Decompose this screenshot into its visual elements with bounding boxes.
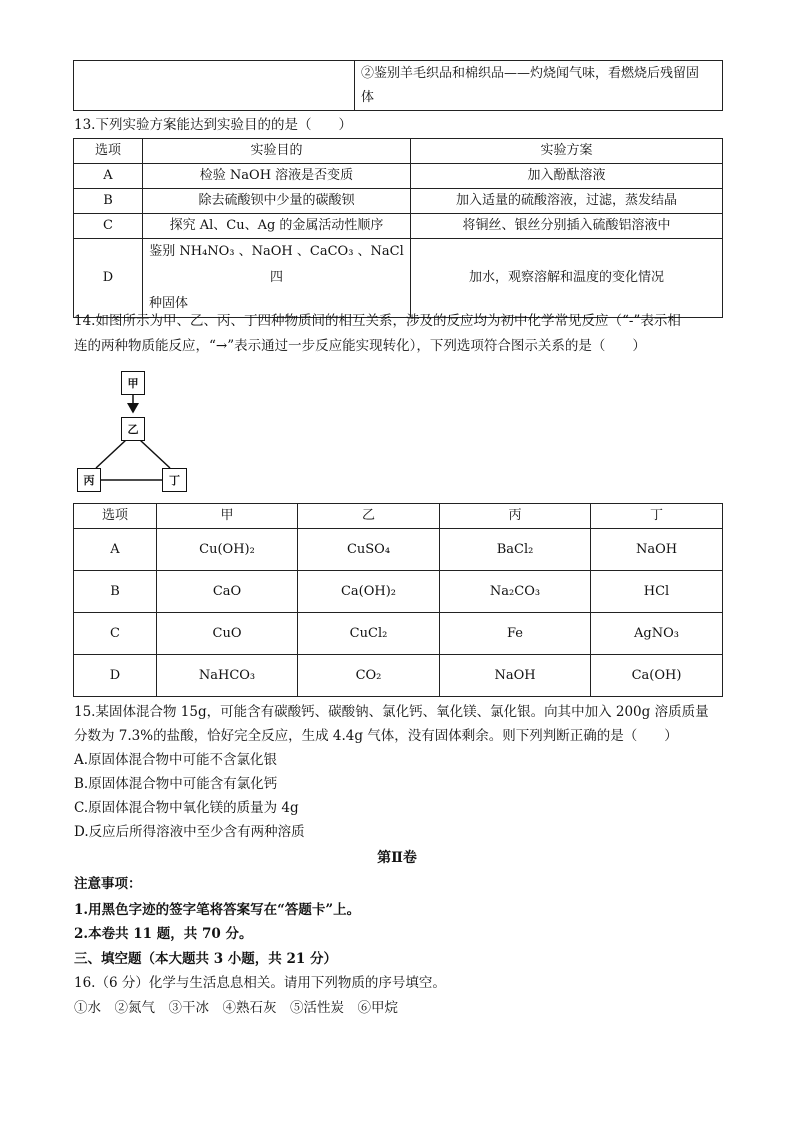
q14-row-a-yi: CuSO₄ xyxy=(298,529,440,571)
q13-header-goal: 实验目的 xyxy=(143,139,411,164)
q16-stem: 16.（6 分）化学与生活息息相关。请用下列物质的序号填空。 xyxy=(74,975,446,991)
q13-row-a-option: A xyxy=(74,164,143,189)
q14-header-bing: 丙 xyxy=(440,504,591,529)
top-table-line1: ②鉴别羊毛织品和棉织品——灼烧闻气味，看燃烧后残留固 xyxy=(361,65,700,81)
link-yi-ding xyxy=(140,440,170,468)
q13-stem: 13.下列实验方案能达到实验目的的是（ ） xyxy=(74,117,352,133)
q14-row-c-ding: AgNO₃ xyxy=(591,613,723,655)
section-3-title: 三、填空题（本大题共 3 小题，共 21 分） xyxy=(74,951,337,967)
q14-header-option: 选项 xyxy=(74,504,157,529)
q15-stem-line1: 15.某固体混合物 15g，可能含有碳酸钙、碳酸钠、氯化钙、氧化镁、氯化银。向其中加入 200g 溶质质量 xyxy=(74,704,709,720)
q14-row-c-bing: Fe xyxy=(440,613,591,655)
q15-stem-line2: 分数为 7.3%的盐酸，恰好完全反应，生成 4.4g 气体，没有固体剩余。则下列判断正确的是（ ） xyxy=(74,728,678,744)
q14-row-c-option: C xyxy=(74,613,157,655)
node-jia: 甲 xyxy=(121,371,145,395)
q14-header-jia: 甲 xyxy=(157,504,298,529)
q13-row-d-goal xyxy=(143,239,411,318)
q14-row-d-bing: NaOH xyxy=(440,655,591,697)
node-yi: 乙 xyxy=(121,417,145,441)
q14-row-a-bing: BaCl₂ xyxy=(440,529,591,571)
notice-title: 注意事项： xyxy=(74,876,142,892)
q14-row-b-jia: CaO xyxy=(157,571,298,613)
q14-header-ding: 丁 xyxy=(591,504,723,529)
q14-row-b-yi: Ca(OH)₂ xyxy=(298,571,440,613)
q13-row-b-option: B xyxy=(74,189,143,214)
q14-row-d-jia: NaHCO₃ xyxy=(157,655,298,697)
q15-option-d: D.反应后所得溶液中至少含有两种溶质 xyxy=(74,824,305,840)
q15-option-b: B.原固体混合物中可能含有氯化钙 xyxy=(74,776,278,792)
q13-header-plan: 实验方案 xyxy=(411,139,723,164)
q13-header-option: 选项 xyxy=(74,139,143,164)
q13-row-c-plan: 将铜丝、银丝分别插入硫酸铝溶液中 xyxy=(411,214,723,239)
q15-option-a: A.原固体混合物中可能不含氯化银 xyxy=(74,752,278,768)
q13-row-d-goal-line2: 种固体 xyxy=(149,296,189,311)
top-table-left-cell xyxy=(74,61,355,111)
q16-items: ①水 ②氮气 ③干冰 ④熟石灰 ⑤活性炭 ⑥甲烷 xyxy=(74,1000,398,1016)
node-bing: 丙 xyxy=(77,468,101,492)
q14-header-yi: 乙 xyxy=(298,504,440,529)
q14-row-b-option: B xyxy=(74,571,157,613)
q13-row-c-goal: 探究 Al、Cu、Ag 的金属活动性顺序 xyxy=(143,214,411,239)
q14-row-d-ding: Ca(OH) xyxy=(591,655,723,697)
notice-1: 1.用黑色字迹的签字笔将答案写在“答题卡”上。 xyxy=(74,902,361,918)
q14-row-b-ding: HCl xyxy=(591,571,723,613)
notice-2: 2.本卷共 11 题，共 70 分。 xyxy=(74,926,253,942)
q14-row-b-bing: Na₂CO₃ xyxy=(440,571,591,613)
q13-row-c-option: C xyxy=(74,214,143,239)
part2-title: 第Ⅱ卷 xyxy=(377,850,417,866)
q13-row-b-goal: 除去硫酸钡中少量的碳酸钡 xyxy=(143,189,411,214)
q13-row-a-goal: 检验 NaOH 溶液是否变质 xyxy=(143,164,411,189)
link-yi-bing xyxy=(96,440,126,468)
q14-stem-line1: 14.如图所示为甲、乙、丙、丁四种物质间的相互关系，涉及的反应均为初中化学常见反应（“-”表示相 xyxy=(74,313,681,329)
q13-row-d-option: D xyxy=(74,239,143,318)
top-table-right-cell xyxy=(355,61,723,111)
top-table xyxy=(73,60,723,111)
node-ding: 丁 xyxy=(162,468,187,492)
q14-row-c-yi: CuCl₂ xyxy=(298,613,440,655)
q14-row-a-ding: NaOH xyxy=(591,529,723,571)
q13-table xyxy=(73,138,723,318)
q14-table xyxy=(73,503,723,697)
q14-row-a-option: A xyxy=(74,529,157,571)
q14-row-d-option: D xyxy=(74,655,157,697)
q13-row-d-goal-line1: 鉴别 NH₄NO₃ 、NaOH 、CaCO₃ 、NaCl 四 xyxy=(149,244,404,285)
q14-row-d-yi: CO₂ xyxy=(298,655,440,697)
q13-row-a-plan: 加入酚酞溶液 xyxy=(411,164,723,189)
q14-row-c-jia: CuO xyxy=(157,613,298,655)
q14-row-a-jia: Cu(OH)₂ xyxy=(157,529,298,571)
q13-row-b-plan: 加入适量的硫酸溶液，过滤，蒸发结晶 xyxy=(411,189,723,214)
q13-row-d-plan: 加水，观察溶解和温度的变化情况 xyxy=(411,239,723,318)
q14-stem-line2: 连的两种物质能反应，“→”表示通过一步反应能实现转化），下列选项符合图示关系的是（ ） xyxy=(74,338,646,354)
top-table-line2: 体 xyxy=(361,89,375,105)
q15-option-c: C.原固体混合物中氧化镁的质量为 4g xyxy=(74,800,299,816)
